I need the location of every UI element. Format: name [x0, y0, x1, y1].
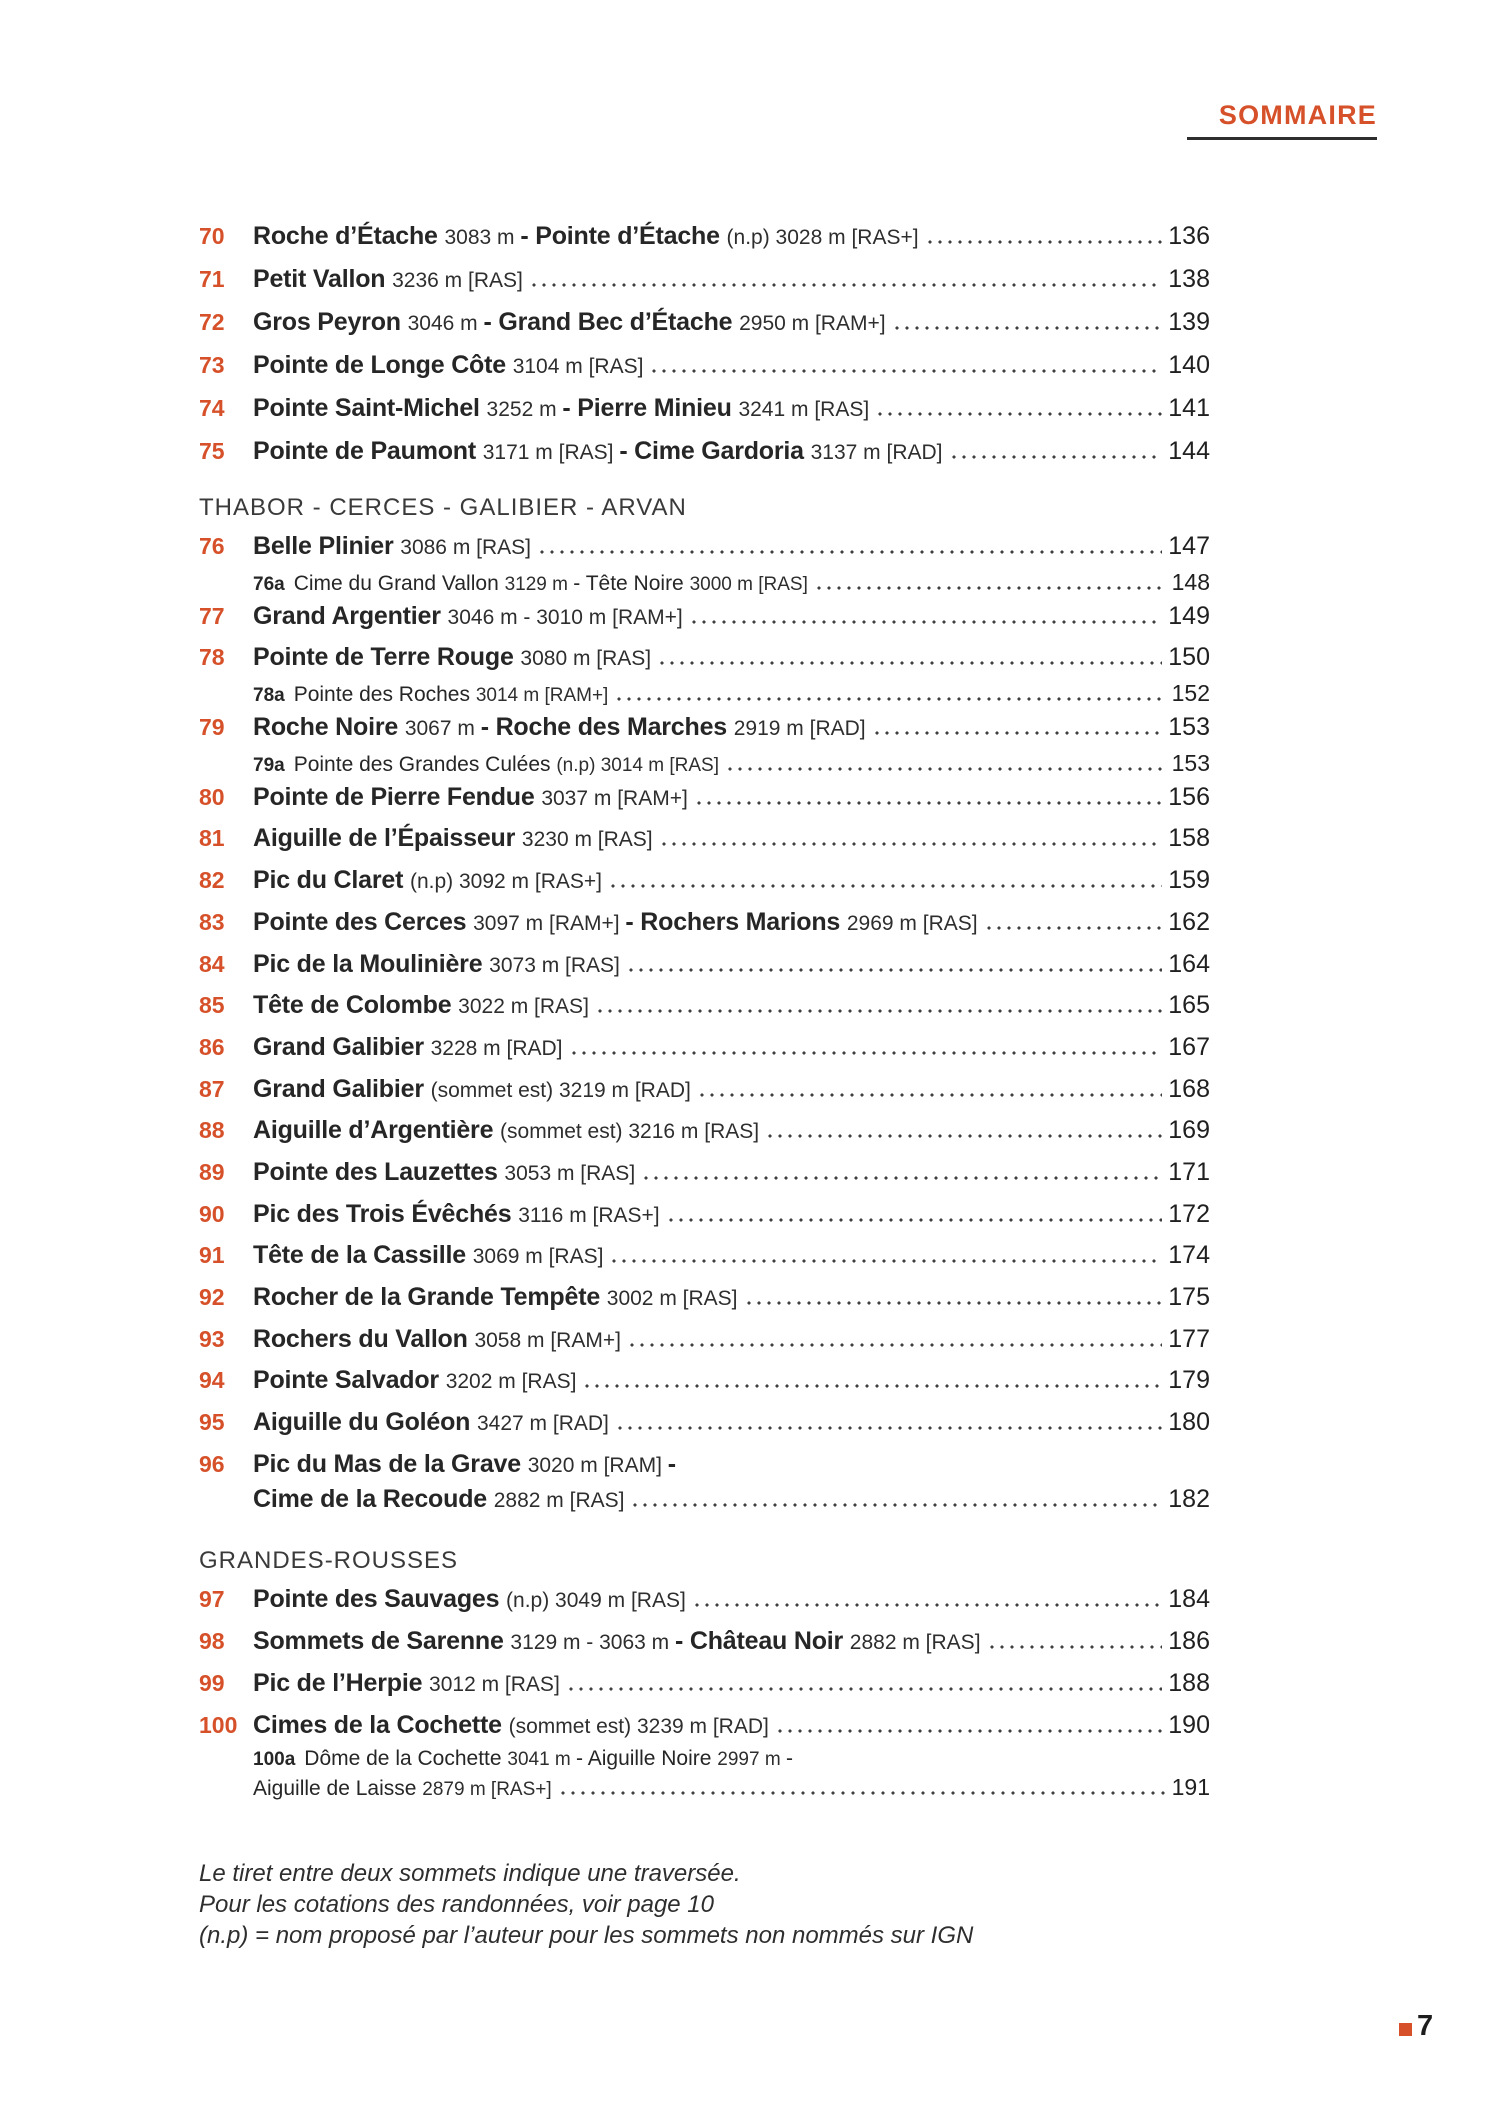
toc-row	[199, 1152, 1210, 1194]
entry-text	[253, 394, 869, 423]
toc-row	[199, 344, 1210, 387]
toc-row	[253, 1485, 1210, 1518]
entry-text	[253, 602, 683, 631]
entry-text	[253, 1485, 624, 1514]
footnote-line: Le tiret entre deux sommets indique une traversée.	[199, 1860, 741, 1887]
entry-number: 76a	[253, 573, 285, 595]
entry-text-segment: Aiguille de Laisse	[253, 1777, 423, 1801]
entry-page-number: 174	[1168, 1241, 1210, 1270]
entry-page-number: 158	[1168, 824, 1210, 853]
dot-leader	[694, 800, 1162, 805]
entry-text-segment: 3058 m [RAM+]	[474, 1328, 621, 1352]
entry-number: 97	[199, 1586, 225, 1613]
entry-text	[253, 222, 919, 251]
toc-list	[199, 215, 1210, 1802]
entry-number: 74	[199, 395, 225, 421]
toc-row	[199, 1027, 1210, 1069]
dot-leader	[649, 368, 1162, 373]
entry-text-segment: Pointe des Lauzettes	[253, 1157, 505, 1186]
dot-leader	[775, 1728, 1162, 1733]
entry-text-segment: 3241 m [RAS]	[738, 398, 870, 421]
dot-leader	[725, 766, 1166, 771]
entry-text-segment: Grand Argentier	[253, 601, 448, 630]
toc-row	[253, 749, 1210, 777]
entry-text-segment: - Château Noir	[675, 1627, 850, 1656]
dot-leader	[609, 1258, 1162, 1263]
entry-text	[253, 532, 531, 561]
entry-text	[253, 1241, 603, 1270]
toc-section	[199, 490, 1210, 1518]
entry-page-number: 149	[1168, 601, 1210, 630]
toc-row	[199, 637, 1210, 679]
entry-text-segment: 3129 m - 3063 m	[510, 1631, 675, 1655]
toc-row	[199, 1663, 1210, 1705]
entry-text-segment: Aiguille de l’Épaisseur	[253, 824, 522, 853]
entry-text	[253, 1033, 563, 1062]
entry-text-segment: Grand Galibier	[253, 1032, 431, 1061]
entry-number: 89	[199, 1158, 225, 1185]
entry-page-number: 171	[1168, 1157, 1210, 1186]
entry-number: 95	[199, 1409, 225, 1436]
entry-text-segment: Pointe Salvador	[253, 1366, 446, 1395]
entry-text-segment: Cime de la Recoude	[253, 1485, 494, 1514]
toc-row	[199, 985, 1210, 1027]
entry-text-segment: - Grand Bec d’Étache	[483, 308, 740, 336]
entry-text	[253, 683, 608, 707]
entry-text	[253, 1711, 769, 1740]
dot-leader	[925, 239, 1163, 244]
dot-leader	[987, 1644, 1163, 1649]
entry-text-segment: 3014 m [RAM+]	[475, 685, 609, 707]
toc-section	[199, 215, 1210, 473]
entry-text-segment: 3230 m [RAS]	[521, 828, 653, 852]
dot-leader	[537, 549, 1162, 554]
entry-text-segment: Pointe de Pierre Fendue	[253, 782, 542, 811]
toc-row	[199, 258, 1210, 301]
entry-page-number: 150	[1168, 643, 1210, 672]
entry-number: 86	[199, 1033, 225, 1060]
entry-text-segment: - Cime Gardoria	[619, 437, 811, 465]
footer-page-number: 7	[1417, 2010, 1434, 2042]
entry-text-segment: Grand Galibier	[253, 1074, 431, 1103]
entry-text-segment: -	[667, 1449, 676, 1478]
dot-leader	[595, 1008, 1162, 1013]
entry-text-segment: Pic de la Moulinière	[253, 949, 490, 978]
entry-text-segment: Roche Noire	[253, 713, 405, 742]
entry-number: 91	[199, 1242, 225, 1269]
toc-row	[199, 818, 1210, 860]
footer-square-icon	[1399, 2023, 1412, 2036]
toc-row	[199, 1319, 1210, 1361]
entry-page-number: 147	[1168, 532, 1210, 560]
entry-page-number: 162	[1168, 907, 1210, 936]
entry-text-segment: 2969 m [RAS]	[846, 911, 978, 935]
dot-leader	[569, 1050, 1163, 1055]
entry-page-number: 172	[1168, 1199, 1210, 1228]
entry-page-number: 153	[1168, 713, 1210, 742]
entry-text-segment: - Roche des Marches	[480, 713, 734, 742]
toc-row	[199, 430, 1210, 473]
entry-text-segment: Aiguille d’Argentière	[253, 1116, 501, 1145]
toc-row	[199, 1360, 1210, 1402]
entry-text-segment: (n.p) 3014 m [RAS]	[556, 754, 719, 776]
entry-text	[253, 824, 653, 853]
entry-page-number: 190	[1168, 1710, 1210, 1739]
entry-text-segment: Pointe des Grandes Culées	[293, 752, 557, 776]
section-heading: THABOR - CERCES - GALIBIER - ARVAN	[199, 494, 687, 521]
entry-number: 82	[199, 867, 225, 894]
entry-text	[253, 908, 978, 937]
entry-text-segment: (sommet est) 3219 m [RAD]	[430, 1078, 691, 1102]
entry-page-number: 169	[1168, 1116, 1210, 1145]
toc-row	[199, 902, 1210, 944]
entry-page-number: 148	[1171, 568, 1210, 595]
entry-text-segment: (sommet est) 3239 m [RAD]	[508, 1714, 769, 1738]
entry-text	[253, 1747, 793, 1771]
entry-text-segment: (n.p) 3049 m [RAS]	[506, 1589, 686, 1613]
entry-text-segment: 3020 m [RAM]	[527, 1453, 668, 1477]
title-underline	[1187, 137, 1377, 140]
dot-leader	[614, 696, 1165, 701]
toc-row	[199, 1110, 1210, 1152]
entry-text-segment: 3236 m [RAS]	[392, 269, 523, 292]
entry-text	[253, 783, 688, 812]
entry-text-segment: Rocher de la Grande Tempête	[253, 1283, 607, 1311]
entry-text-segment: - Tête Noire	[573, 571, 690, 595]
entry-number: 78	[199, 644, 225, 671]
entry-text	[253, 1777, 552, 1801]
entry-text-segment: 3012 m [RAS]	[429, 1672, 560, 1696]
dot-leader	[872, 730, 1163, 735]
entry-page-number: 175	[1168, 1283, 1210, 1311]
entry-number: 78a	[253, 685, 285, 707]
entry-text	[253, 753, 719, 777]
entry-text-segment: 3053 m [RAS]	[504, 1161, 636, 1185]
dot-leader	[875, 411, 1162, 416]
entry-page-number: 188	[1168, 1668, 1210, 1697]
entry-text-segment: 3080 m [RAS]	[520, 647, 652, 671]
entry-text	[253, 437, 943, 466]
toc-row	[199, 1402, 1210, 1444]
toc-row	[253, 1746, 1210, 1774]
entry-text	[253, 308, 886, 337]
entry-text	[253, 1450, 676, 1479]
entry-text-segment: (n.p) 3092 m [RAS+]	[409, 870, 602, 894]
toc-row	[199, 777, 1210, 819]
entry-text	[253, 1325, 621, 1354]
dot-leader	[659, 841, 1163, 846]
entry-text-segment: Pic du Claret	[253, 866, 410, 895]
page-footer	[1399, 2010, 1433, 2043]
entry-text-segment: Dôme de la Cochette	[304, 1747, 508, 1771]
entry-text	[253, 713, 866, 742]
entry-text-segment: 2919 m [RAD]	[733, 717, 866, 741]
entry-text-segment: 3252 m	[486, 398, 563, 421]
entry-text-segment: 3097 m [RAM+]	[473, 911, 626, 935]
entry-text-segment: 3083 m	[444, 226, 521, 249]
entry-number: 79	[199, 714, 225, 741]
entry-text-segment: 3202 m [RAS]	[445, 1370, 577, 1394]
entry-text-segment: 2882 m [RAS]	[849, 1631, 981, 1655]
entry-text-segment: 3002 m [RAS]	[606, 1287, 738, 1310]
toc-row	[199, 860, 1210, 902]
dot-leader	[697, 1092, 1162, 1097]
entry-text-segment: - Pierre Minieu	[562, 394, 739, 422]
entry-number: 85	[199, 992, 225, 1019]
entry-text-segment: 3069 m [RAS]	[472, 1245, 604, 1269]
entry-page-number: 153	[1171, 749, 1210, 776]
toc-row	[253, 1774, 1210, 1802]
dot-leader	[666, 1217, 1163, 1222]
entry-text-segment: 3228 m [RAD]	[430, 1036, 563, 1060]
entry-number: 94	[199, 1367, 225, 1394]
entry-number: 99	[199, 1669, 225, 1696]
dot-leader	[949, 454, 1163, 459]
entry-page-number: 139	[1168, 308, 1210, 336]
dot-leader	[626, 967, 1162, 972]
entry-text-segment: Pic de l’Herpie	[253, 1668, 430, 1697]
entry-number: 100	[199, 1711, 238, 1738]
entry-page-number: 140	[1168, 351, 1210, 379]
entry-text-segment: Cime du Grand Vallon	[293, 571, 505, 595]
entry-text-segment: 3022 m [RAS]	[458, 995, 589, 1019]
entry-text-segment: Pointe de Longe Côte	[253, 351, 513, 379]
entry-text	[253, 1200, 660, 1229]
entry-text	[253, 991, 589, 1020]
entry-page-number: 144	[1168, 437, 1210, 465]
entry-page-number: 191	[1171, 1774, 1210, 1801]
toc-row	[199, 944, 1210, 986]
entry-text-segment: (n.p) 3028 m [RAS+]	[726, 226, 919, 249]
dot-leader	[615, 1425, 1162, 1430]
entry-page-number: 138	[1168, 265, 1210, 293]
toc-row	[199, 1194, 1210, 1236]
entry-number: 75	[199, 438, 225, 464]
dot-leader	[689, 619, 1163, 624]
entry-text-segment: Pointe des Cerces	[253, 907, 474, 936]
entry-number: 90	[199, 1200, 225, 1227]
toc-row	[199, 1579, 1210, 1621]
entry-text-segment: -	[785, 1747, 793, 1771]
toc-row	[199, 1444, 1210, 1486]
entry-text-segment: - Rochers Marions	[625, 907, 847, 936]
dot-leader	[566, 1686, 1163, 1691]
toc-row	[199, 707, 1210, 749]
toc-row	[253, 568, 1210, 596]
entry-page-number: 180	[1168, 1408, 1210, 1437]
footnotes	[199, 1858, 973, 1951]
entry-number: 83	[199, 908, 225, 935]
entry-page-number: 164	[1168, 949, 1210, 978]
footnote-line: Pour les cotations des randonnées, voir page 10	[199, 1891, 715, 1918]
dot-leader	[630, 1502, 1162, 1507]
entry-text-segment: Pointe des Sauvages	[253, 1585, 507, 1614]
entry-text-segment: 3000 m [RAS]	[689, 573, 808, 595]
entry-number: 80	[199, 783, 225, 810]
entry-text	[253, 1116, 759, 1145]
toc-row	[199, 1277, 1210, 1319]
entry-page-number: 179	[1168, 1366, 1210, 1395]
entry-text-segment: 3046 m - 3010 m [RAM+]	[447, 605, 683, 629]
entry-number: 96	[199, 1450, 225, 1477]
entry-text	[253, 1408, 609, 1437]
entry-number: 73	[199, 352, 225, 378]
entry-text-segment: Roche d’Étache	[253, 222, 445, 250]
dot-leader	[627, 1342, 1162, 1347]
entry-text-segment: Rochers du Vallon	[253, 1324, 475, 1353]
entry-text	[253, 866, 602, 895]
entry-text-segment: 3073 m [RAS]	[489, 953, 620, 977]
entry-text-segment: 3171 m [RAS]	[482, 441, 620, 464]
entry-text-segment: Pointe Saint-Michel	[253, 394, 487, 422]
entry-number: 72	[199, 309, 225, 335]
entry-text	[253, 265, 523, 294]
entry-text-segment: 3129 m	[504, 573, 574, 595]
toc-row	[199, 1069, 1210, 1111]
entry-text	[253, 1075, 691, 1104]
toc-row	[199, 526, 1210, 568]
entry-text-segment: Pic des Trois Évêchés	[253, 1199, 519, 1228]
entry-text-segment: Tête de la Cassille	[253, 1241, 473, 1270]
entry-text-segment: Pointe de Terre Rouge	[253, 643, 521, 672]
toc-row	[199, 1235, 1210, 1277]
entry-text	[253, 1158, 635, 1187]
entry-text-segment: Aiguille du Goléon	[253, 1408, 477, 1437]
entry-text-segment: 3086 m [RAS]	[400, 536, 531, 559]
entry-text	[253, 1585, 686, 1614]
entry-text	[253, 1669, 560, 1698]
entry-text-segment: Pointe des Roches	[293, 683, 476, 707]
entry-text	[253, 643, 651, 672]
entry-text	[253, 351, 643, 380]
entry-number: 70	[199, 223, 225, 249]
entry-text-segment: 3041 m	[507, 1749, 577, 1771]
entry-page-number: 184	[1168, 1585, 1210, 1614]
dot-leader	[984, 925, 1163, 930]
entry-text-segment: Petit Vallon	[253, 265, 393, 293]
entry-text-segment: Sommets de Sarenne	[253, 1627, 511, 1656]
entry-text	[253, 1366, 576, 1395]
entry-number: 87	[199, 1075, 225, 1102]
toc-row	[199, 1705, 1210, 1747]
entry-text-segment: Belle Plinier	[253, 532, 401, 560]
entry-text-segment: 2997 m	[717, 1749, 786, 1771]
entry-text-segment: Gros Peyron	[253, 308, 408, 336]
entry-text	[253, 950, 620, 979]
entry-text-segment: Pic du Mas de la Grave	[253, 1449, 528, 1478]
entry-page-number: 182	[1168, 1485, 1210, 1514]
entry-text-segment: 3104 m [RAS]	[512, 355, 644, 378]
entry-number: 88	[199, 1117, 225, 1144]
toc-section	[199, 1543, 1210, 1802]
entry-text	[253, 1627, 981, 1656]
entry-number: 77	[199, 602, 225, 629]
dot-leader	[814, 585, 1166, 590]
entry-number: 100a	[253, 1749, 296, 1771]
dot-leader	[765, 1133, 1162, 1138]
entry-text-segment: Tête de Colombe	[253, 991, 459, 1020]
entry-text-segment: 3037 m [RAM+]	[541, 786, 688, 810]
entry-page-number: 186	[1168, 1627, 1210, 1656]
section-heading: GRANDES-ROUSSES	[199, 1547, 459, 1575]
entry-text	[253, 572, 808, 596]
dot-leader	[692, 1602, 1162, 1607]
footnote-line: (n.p) = nom proposé par l’auteur pour les sommets non nommés sur IGN	[199, 1922, 974, 1949]
entry-page-number: 165	[1168, 991, 1210, 1020]
entry-text-segment: 3067 m	[404, 717, 481, 741]
entry-number: 92	[199, 1284, 225, 1310]
toc-row	[199, 596, 1210, 638]
entry-number: 81	[199, 825, 225, 852]
entry-text-segment: 3046 m	[407, 312, 484, 335]
entry-number: 76	[199, 533, 225, 559]
entry-number: 93	[199, 1325, 225, 1352]
entry-page-number: 168	[1168, 1074, 1210, 1103]
entry-text-segment: 3427 m [RAD]	[476, 1412, 609, 1436]
entry-number: 98	[199, 1628, 225, 1655]
entry-page-number: 159	[1168, 866, 1210, 895]
dot-leader	[657, 660, 1162, 665]
entry-text-segment: 2879 m [RAS+]	[422, 1779, 552, 1801]
toc-row	[253, 679, 1210, 707]
entry-page-number: 152	[1171, 680, 1210, 707]
entry-text-segment: - Aiguille Noire	[576, 1747, 718, 1771]
entry-text-segment: Cimes de la Cochette	[253, 1710, 509, 1739]
entry-text-segment: - Pointe d’Étache	[520, 222, 727, 250]
toc-row	[199, 1621, 1210, 1663]
entry-text-segment: 2950 m [RAM+]	[739, 312, 886, 335]
dot-leader	[641, 1175, 1162, 1180]
entry-number: 79a	[253, 754, 285, 776]
page-title: SOMMAIRE	[1218, 100, 1377, 130]
toc-row	[199, 387, 1210, 430]
entry-page-number: 136	[1168, 222, 1210, 250]
dot-leader	[892, 325, 1163, 330]
entry-page-number: 156	[1168, 782, 1210, 811]
entry-number: 84	[199, 950, 225, 977]
toc-row	[199, 215, 1210, 258]
toc-row	[199, 301, 1210, 344]
entry-text-segment: 3137 m [RAD]	[810, 441, 943, 464]
entry-text-segment: 3116 m [RAS+]	[518, 1203, 660, 1227]
entry-page-number: 141	[1168, 394, 1210, 422]
entry-text	[253, 1283, 738, 1312]
dot-leader	[529, 282, 1162, 287]
entry-text-segment: Pointe de Paumont	[253, 437, 483, 465]
entry-text-segment: 2882 m [RAS]	[493, 1489, 625, 1513]
entry-page-number: 177	[1168, 1324, 1210, 1353]
entry-text-segment: (sommet est) 3216 m [RAS]	[500, 1120, 760, 1144]
dot-leader	[744, 1300, 1163, 1305]
dot-leader	[582, 1383, 1162, 1388]
entry-page-number: 167	[1168, 1032, 1210, 1061]
dot-leader	[558, 1790, 1166, 1795]
dot-leader	[608, 883, 1162, 888]
entry-number: 71	[199, 266, 225, 292]
